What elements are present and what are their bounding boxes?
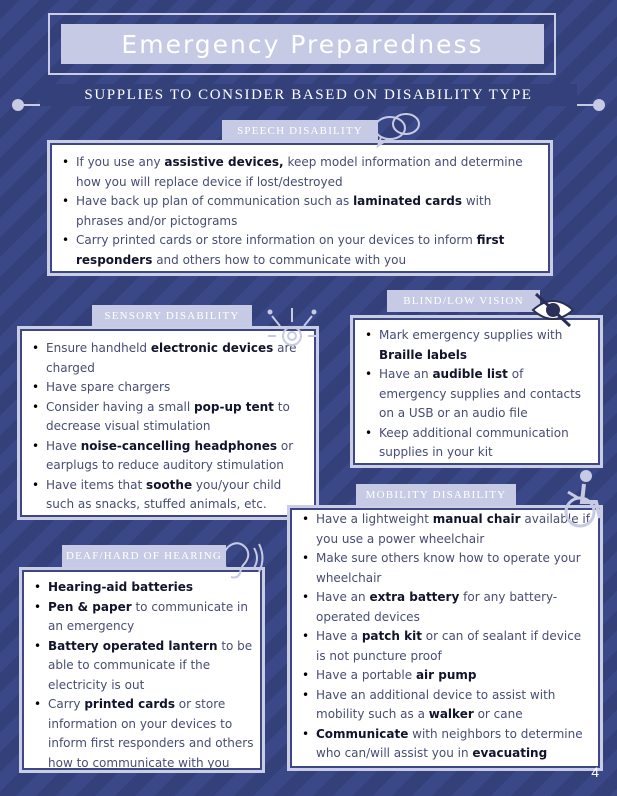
list-item xyxy=(76,153,536,192)
list-item xyxy=(316,588,590,627)
bold-text: extra battery xyxy=(369,590,460,604)
list-item xyxy=(316,725,590,764)
item-text: Make sure others know how to operate your wheelchair xyxy=(316,551,581,585)
deaf-list xyxy=(24,578,256,773)
list-item xyxy=(46,398,306,437)
item-text: Have a xyxy=(316,629,362,643)
mobility-list xyxy=(292,510,590,764)
item-text: Have spare chargers xyxy=(46,380,171,394)
item-text: Have a portable xyxy=(316,668,416,682)
item-text: Have an additional device to assist with mobility such as a xyxy=(316,687,556,721)
bold-text: walker xyxy=(428,707,474,721)
item-text: Carry xyxy=(48,697,85,711)
list-item xyxy=(48,598,256,637)
bold-text: Communicate xyxy=(316,726,409,741)
list-item xyxy=(379,365,590,424)
sensory-box xyxy=(20,329,316,517)
blind-label: BLIND/LOW VISION xyxy=(387,290,540,312)
list-item xyxy=(379,424,590,463)
bold-text: assistive devices, xyxy=(164,155,284,169)
bold-text: laminated cards xyxy=(353,194,463,208)
mobility-label: MOBILITY DISABILITY xyxy=(356,484,516,506)
bold-text: printed cards xyxy=(84,697,175,711)
item-text: Carry printed cards or store information on your devices to inform xyxy=(76,233,477,247)
speech-bubbles-icon xyxy=(372,110,422,154)
page-title: Emergency Preparedness xyxy=(121,29,484,59)
list-item xyxy=(46,437,306,476)
item-text: Have an xyxy=(316,590,370,604)
bold-text: pop-up tent xyxy=(194,399,274,414)
bold-text: soothe xyxy=(146,477,193,492)
deaf-label: DEAF/HARD OF HEARING xyxy=(62,545,226,567)
item-text: of emergency supplies and contacts on a USB or an audio file xyxy=(379,367,582,420)
bold-text: electronic devices xyxy=(150,341,274,355)
item-text: Have items that xyxy=(46,477,147,492)
page-number: 4 xyxy=(591,764,599,780)
rule-dot-right xyxy=(593,99,605,111)
item-text: you/your child such as snacks, stuffed animals, etc. xyxy=(46,477,282,511)
item-text: Mark emergency supplies with xyxy=(379,328,563,342)
item-text: Have back up plan of communication such as xyxy=(76,194,354,208)
item-text: available if you use a power wheelchair xyxy=(316,512,590,546)
item-text: Ensure handheld xyxy=(46,341,151,355)
speech-list xyxy=(52,153,536,270)
item-text: Have xyxy=(46,438,81,453)
list-item xyxy=(48,637,256,696)
list-item xyxy=(379,326,590,365)
list-item xyxy=(316,510,590,549)
mobility-box xyxy=(290,508,600,768)
list-item xyxy=(316,549,590,588)
item-text: to be able to communicate if the electricity is out xyxy=(48,638,253,692)
blind-list xyxy=(355,326,590,463)
bold-text: Battery operated lantern xyxy=(48,638,218,653)
item-text: If you use any xyxy=(76,155,165,169)
bold-text: manual chair xyxy=(432,512,521,526)
item-text: to decrease visual stimulation xyxy=(46,399,290,433)
list-item xyxy=(316,666,590,686)
page-subtitle: SUPPLIES TO CONSIDER BASED ON DISABILITY TYPE xyxy=(40,84,577,106)
item-text: or can of sealant if device is not puncture proof xyxy=(316,629,582,663)
sensory-label: SENSORY DISABILITY xyxy=(92,305,252,327)
speech-label: SPEECH DISABILITY xyxy=(222,120,378,142)
bold-text: noise-cancelling headphones xyxy=(80,438,278,453)
item-text: are charged xyxy=(46,341,297,375)
blind-box xyxy=(353,318,600,465)
item-text: or earplugs to reduce auditory stimulation xyxy=(46,438,294,472)
item-text: Have an xyxy=(379,367,433,381)
item-text: Have a lightweight xyxy=(316,512,433,526)
list-item xyxy=(316,686,590,725)
bold-text: air pump xyxy=(415,668,477,682)
bold-text: Braille labels xyxy=(379,347,468,362)
item-text: with phrases and/or pictograms xyxy=(76,194,492,228)
list-item xyxy=(316,627,590,666)
bold-text: Hearing-aid batteries xyxy=(48,580,194,594)
bold-text: evacuating xyxy=(472,746,548,760)
list-item xyxy=(76,231,536,270)
item-text: keep model information and determine how you will replace device if lost/destroyed xyxy=(76,155,523,189)
item-text: or cane xyxy=(473,707,523,721)
bold-text: audible list xyxy=(432,367,508,381)
eye-slash-icon xyxy=(530,290,576,330)
bold-text: first responders xyxy=(76,233,505,267)
wheelchair-icon xyxy=(558,468,606,532)
bold-text: Pen & paper xyxy=(48,599,132,614)
item-text: to communicate in an emergency xyxy=(48,599,248,633)
rule-dot-left xyxy=(12,99,24,111)
list-item xyxy=(46,378,306,398)
deaf-box xyxy=(22,570,262,770)
list-item xyxy=(46,476,306,515)
list-item xyxy=(48,695,256,773)
item-text: for any battery-operated devices xyxy=(316,590,558,624)
item-text: Consider having a small xyxy=(46,399,195,414)
title-banner xyxy=(61,24,544,64)
item-text: and others how to communicate with you xyxy=(152,252,407,267)
ear-icon xyxy=(216,538,264,582)
item-text: Keep additional communication supplies in your kit xyxy=(379,425,569,459)
item-text: or store information on your devices to inform first responders and others how to communicate with you xyxy=(48,697,254,770)
speech-box xyxy=(50,143,550,273)
list-item xyxy=(76,192,536,231)
bold-text: patch kit xyxy=(361,629,422,643)
item-text: with neighbors to determine who can/will assist you in xyxy=(316,726,583,760)
sensory-overload-icon xyxy=(266,302,320,354)
sensory-list xyxy=(22,339,306,515)
